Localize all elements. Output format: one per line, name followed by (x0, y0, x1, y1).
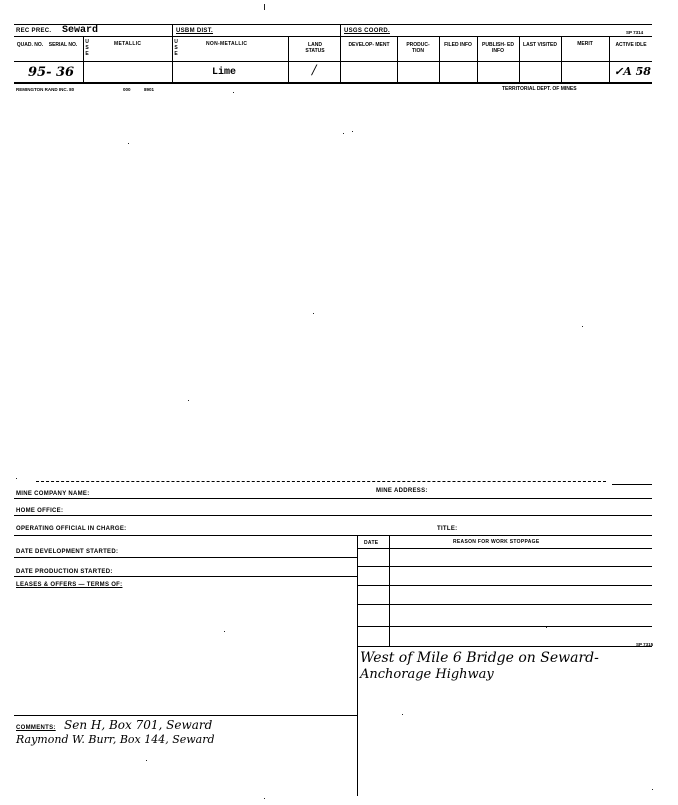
col-sep-10 (609, 36, 610, 82)
comments-right-line (357, 646, 358, 796)
mine-address-label: MINE ADDRESS: (376, 488, 428, 494)
non-metallic-value: Lime (212, 67, 237, 78)
scan-speck (224, 631, 225, 632)
date-dev-started-label: DATE DEVELOPMENT STARTED: (16, 549, 119, 555)
printer-code-1: 000 (123, 87, 131, 92)
col-sep-4 (340, 36, 341, 82)
col-metallic: METALLIC (114, 41, 142, 47)
stoppage-header-line (357, 548, 652, 549)
scan-speck (313, 313, 314, 314)
prod-started-line (14, 576, 357, 577)
col-published-info: PUBLISH- ED INFO (482, 42, 514, 54)
col-active-idle: ACTIVE IDLE (615, 42, 647, 48)
scan-speck (402, 714, 403, 715)
location-line-2: Anchorage Highway (360, 667, 494, 682)
header-sep-2 (340, 24, 341, 36)
official-line (14, 535, 652, 536)
comments-top-line (14, 715, 357, 716)
active-idle-value: ✓A 58 (614, 65, 651, 78)
stoppage-date-sep (389, 535, 390, 647)
col-merit: MERIT (577, 41, 593, 47)
col-development: DEVELOP- MENT (348, 42, 390, 48)
col-sep-8 (519, 36, 520, 82)
scan-speck (188, 400, 189, 401)
col-uses-nonmetallic: U S E (174, 39, 178, 57)
comments-line-1: Sen H, Box 701, Seward (64, 718, 213, 732)
scan-speck (352, 131, 353, 132)
scan-speck (233, 92, 234, 93)
lower-top-edge-right (612, 484, 652, 485)
scan-speck (264, 4, 265, 10)
col-uses-metallic: U S E (85, 39, 89, 57)
mine-company-name-label: MINE COMPANY NAME: (16, 491, 90, 497)
location-line-1: West of Mile 6 Bridge on Seward- (360, 650, 599, 666)
dev-started-line (14, 557, 357, 558)
form-number-2: SP 7315 (636, 642, 654, 647)
quad-serial-value: 95- 36 (28, 65, 75, 80)
row-bottom-line (14, 82, 652, 84)
comments-line-2: Raymond W. Burr, Box 144, Seward (16, 733, 215, 746)
usgs-coord-label: USGS COORD. (344, 28, 390, 34)
rec-prec-value: Seward (62, 25, 99, 36)
printer-label: REMINGTON RAND INC. 80 (16, 87, 75, 92)
scan-speck (146, 760, 147, 761)
col-quad-no: QUAD. NO. (16, 42, 44, 48)
printer-code-2: 8901 (144, 87, 155, 92)
col-sep-7 (477, 36, 478, 82)
title-label: TITLE: (437, 526, 458, 532)
stoppage-row-4 (357, 626, 652, 627)
column-header-divider (14, 61, 652, 62)
scan-speck (582, 326, 583, 327)
department-label: TERRITORIAL DEPT. OF MINES (502, 86, 577, 92)
home-office-line (14, 515, 652, 516)
usbm-dist-label: USBM DIST. (176, 28, 214, 34)
scan-speck (343, 133, 344, 134)
header-sep-1 (172, 24, 173, 36)
col-last-visited: LAST VISITED (523, 42, 557, 48)
scan-speck (264, 798, 265, 799)
col-filed-info: FILED INFO (444, 42, 472, 48)
stoppage-row-2 (357, 585, 652, 586)
stoppage-row-1 (357, 566, 652, 567)
col-sep-3 (288, 36, 289, 82)
scan-speck (128, 143, 129, 144)
comments-label: COMMENTS: (16, 725, 56, 731)
col-sep-1 (83, 36, 84, 82)
col-sep-2 (172, 36, 173, 82)
col-serial-no: SERIAL NO. (48, 42, 78, 48)
date-prod-started-label: DATE PRODUCTION STARTED: (16, 569, 113, 575)
rec-prec-label: REC PREC. (16, 28, 52, 34)
col-land-status: LAND STATUS (305, 42, 325, 54)
col-sep-5 (397, 36, 398, 82)
top-border-line (14, 24, 652, 25)
scan-speck (652, 789, 653, 790)
col-non-metallic: NON-METALLIC (206, 41, 248, 47)
reason-col-header: REASON FOR WORK STOPPAGE (453, 539, 540, 545)
form-number: SP 7314 (626, 30, 644, 35)
stoppage-bottom (357, 646, 652, 647)
col-sep-9 (561, 36, 562, 82)
lower-top-edge (36, 481, 606, 482)
stoppage-table-left (357, 535, 358, 647)
date-col-header: DATE (364, 540, 379, 546)
leases-label: LEASES & OFFERS — TERMS OF: (16, 582, 123, 588)
land-status-value: / (312, 63, 317, 78)
col-production: PRODUC- TION (406, 42, 430, 54)
scan-speck (546, 627, 547, 628)
operating-official-label: OPERATING OFFICIAL IN CHARGE: (16, 526, 127, 532)
stoppage-row-3 (357, 604, 652, 605)
scan-speck (16, 478, 17, 479)
header-divider-line (14, 36, 652, 37)
col-sep-6 (439, 36, 440, 82)
company-line (14, 498, 652, 499)
home-office-label: HOME OFFICE: (16, 508, 64, 514)
